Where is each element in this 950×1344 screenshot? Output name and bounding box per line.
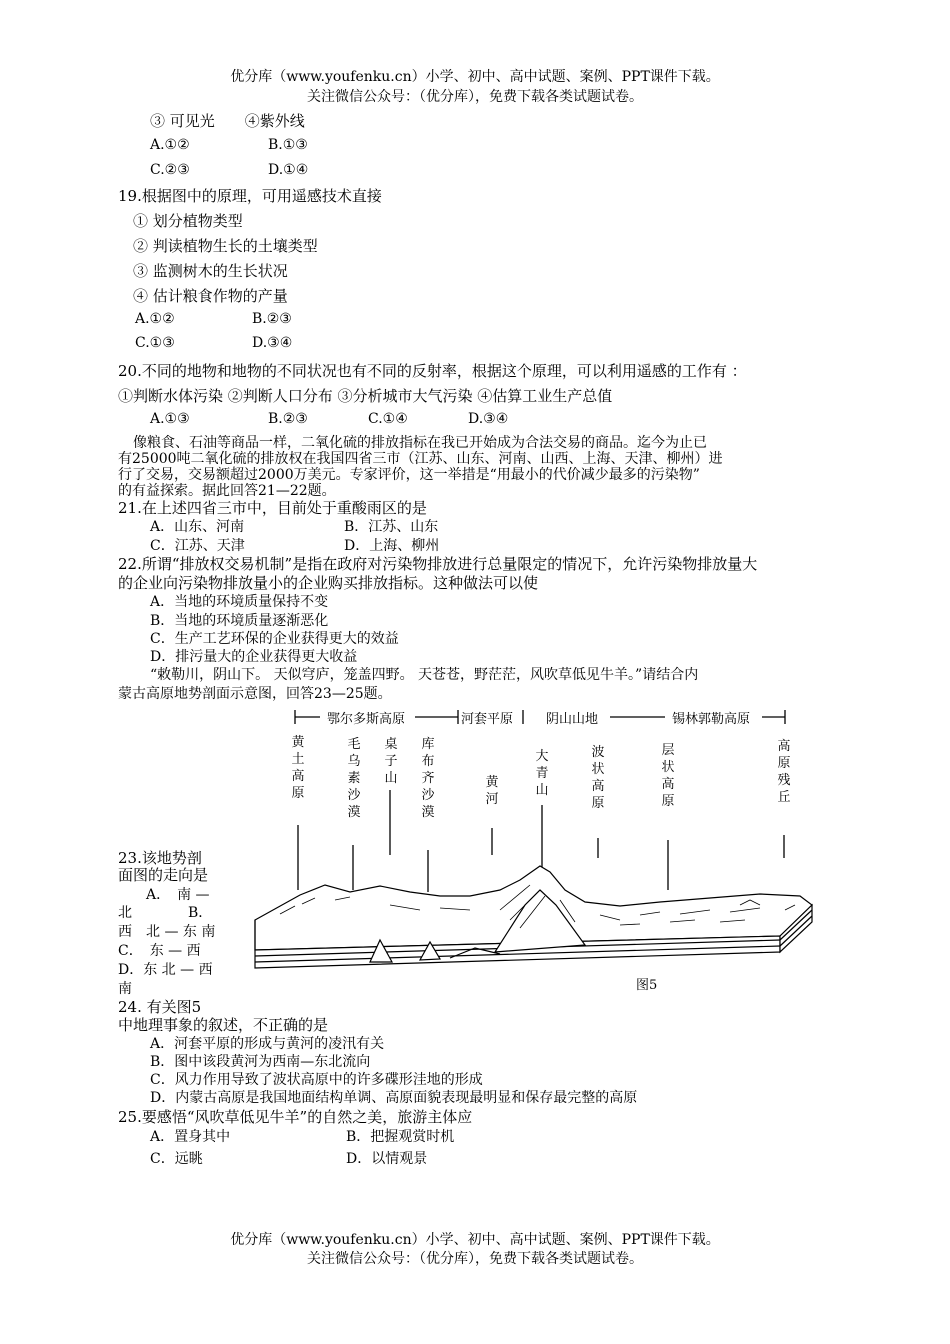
label-plateau-residual-hills: 高原残丘 bbox=[777, 739, 791, 805]
q19-item-3: ③ 监测树木的生长状况 bbox=[133, 262, 288, 280]
q23-option-a: A． 南 — bbox=[118, 887, 210, 903]
q22-option-d: D．排污量大的企业获得更大收益 bbox=[150, 649, 358, 665]
label-undulating-plateau: 波状高原 bbox=[591, 745, 605, 811]
q25-option-d: D．以情观景 bbox=[346, 1151, 428, 1167]
region-xilingol-plateau: 锡林郭勒高原 bbox=[672, 712, 751, 727]
q23-option-d: D．东 北 — 西 bbox=[118, 962, 213, 978]
q25-option-c: C．远眺 bbox=[150, 1151, 203, 1167]
q19-item-1: ① 划分植物类型 bbox=[133, 212, 243, 230]
q18-option-c: C.②③ bbox=[150, 162, 190, 178]
q19-option-c: C.①③ bbox=[135, 335, 175, 351]
footer-line-2: 关注微信公众号：（优分库），免费下载各类试题试卷。 bbox=[307, 1251, 643, 1267]
q21-option-c: C．江苏、天津 bbox=[150, 538, 245, 554]
q19-option-a: A.①② bbox=[135, 311, 175, 327]
label-kubuqi-desert: 库布齐沙漠 bbox=[421, 737, 435, 820]
q23-option-b: 北 B． bbox=[118, 905, 213, 921]
label-mu-us-desert: 毛乌素沙漠 bbox=[347, 737, 361, 820]
region-yinshan-mountains: 阴山山地 bbox=[546, 712, 599, 727]
q21-option-a: A．山东、河南 bbox=[150, 519, 245, 535]
q18-items: ③ 可见光 ④紫外线 bbox=[150, 112, 305, 130]
label-loess-plateau: 黄土高原 bbox=[291, 735, 305, 801]
q20-option-c: C.①④ bbox=[368, 411, 408, 427]
q22-option-b: B．当地的环境质量逐渐恶化 bbox=[150, 613, 329, 629]
region-ordos-plateau: 鄂尔多斯高原 bbox=[327, 712, 406, 727]
q22-option-c: C．生产工艺环保的企业获得更大的效益 bbox=[150, 631, 399, 647]
q25-option-b: B．把握观赏时机 bbox=[346, 1129, 455, 1145]
q24-stem-2: 中地理事象的叙述，不正确的是 bbox=[118, 1016, 329, 1034]
q20-items: ①判断水体污染 ②判断人口分布 ③分析城市大气污染 ④估算工业生产总值 bbox=[118, 387, 613, 405]
label-yellow-river: 黄河 bbox=[485, 775, 499, 807]
passage1-line-4: 的有益探索。据此回答21—22题。 bbox=[118, 483, 336, 499]
q19-item-2: ② 判读植物生长的土壤类型 bbox=[133, 237, 318, 255]
q18-option-d: D.①④ bbox=[268, 162, 309, 178]
header-line-2: 关注微信公众号：（优分库），免费下载各类试题试卷。 bbox=[307, 89, 643, 105]
q24-option-d: D．内蒙古高原是我国地面结构单调、高原面貌表现最明显和保存最完整的高原 bbox=[150, 1090, 638, 1106]
q18-option-a: A.①② bbox=[150, 137, 190, 153]
q25-option-a: A．置身其中 bbox=[150, 1129, 231, 1145]
q19-option-b: B.②③ bbox=[252, 311, 292, 327]
q21-option-d: D．上海、柳州 bbox=[344, 538, 440, 554]
q19-item-4: ④ 估计粮食作物的产量 bbox=[133, 287, 288, 305]
q25-stem: 25.要感悟“风吹草低见牛羊”的自然之美，旅游主体应 bbox=[118, 1108, 473, 1126]
q21-option-b: B．江苏、山东 bbox=[344, 519, 439, 535]
q23-stem-2: 面图的走向是 bbox=[118, 866, 209, 884]
terrain-profile-figure bbox=[240, 700, 840, 1000]
label-daqing-mountain: 大青山 bbox=[535, 749, 549, 798]
q20-option-a: A.①③ bbox=[150, 411, 190, 427]
q24-option-a: A．河套平原的形成与黄河的凌汛有关 bbox=[150, 1036, 385, 1052]
q23-stem-1: 23.该地势剖 bbox=[118, 849, 202, 867]
q24-option-b: B．图中该段黄河为西南—东北流向 bbox=[150, 1054, 371, 1070]
q23-option-b-cont: 西 北 — 东 南 bbox=[118, 924, 216, 940]
figure-caption: 图5 bbox=[636, 978, 658, 993]
passage1-line-3: 行了交易，交易额超过2000万美元。专家评价，这一举措是“用最小的代价减少最多的污染物” bbox=[118, 467, 700, 483]
label-zhuozi-mountain: 桌子山 bbox=[384, 737, 398, 786]
q20-stem: 20.不同的地物和地物的不同状况也有不同的反射率，根据这个原理，可以利用遥感的工作有 ： bbox=[118, 362, 747, 380]
q20-option-d: D.③④ bbox=[468, 411, 509, 427]
passage2-line-1: “敕勒川，阴山下。 天似穹庐，笼盖四野。 天苍苍，野茫茫，风吹草低见牛羊。”请结合内 bbox=[150, 667, 699, 683]
footer-line-1: 优分库（www.youfenku.cn）小学、初中、高中试题、案例、PPT课件下载。 bbox=[230, 1232, 720, 1248]
passage1-line-2: 有25000吨二氧化硫的排放权在我国四省三市（江苏、山东、河南、山西、上海、天津、柳州）进 bbox=[118, 451, 723, 467]
q19-option-d: D.③④ bbox=[252, 335, 293, 351]
q22-option-a: A．当地的环境质量保持不变 bbox=[150, 594, 329, 610]
q23-option-c: C． 东 — 西 bbox=[118, 943, 201, 959]
q21-stem: 21.在上述四省三市中，目前处于重酸雨区的是 bbox=[118, 499, 427, 517]
q22-stem-1: 22.所谓“排放权交易机制”是指在政府对污染物排放进行总量限定的情况下，允许污染物排放量大 bbox=[118, 555, 758, 573]
q22-stem-2: 的企业向污染物排放量小的企业购买排放指标。这种做法可以使 bbox=[118, 574, 539, 592]
region-hetao-plain: 河套平原 bbox=[461, 712, 514, 727]
q20-option-b: B.②③ bbox=[268, 411, 308, 427]
label-layered-plateau: 层状高原 bbox=[661, 743, 675, 809]
q19-stem: 19.根据图中的原理，可用遥感技术直接 bbox=[118, 187, 382, 205]
terrain-profile-drawing bbox=[240, 700, 840, 1000]
q24-stem-1: 24. 有关图5 bbox=[118, 998, 202, 1016]
passage1-line-1: 像粮食、石油等商品一样，二氧化硫的排放指标在我已开始成为合法交易的商品。迄今为止已 bbox=[133, 435, 707, 451]
passage2-line-2: 蒙古高原地势剖面示意图，回答23—25题。 bbox=[118, 686, 392, 702]
q23-option-d-cont: 南 bbox=[118, 981, 132, 997]
q24-option-c: C．风力作用导致了波状高原中的许多碟形洼地的形成 bbox=[150, 1072, 483, 1088]
header-line-1: 优分库（www.youfenku.cn）小学、初中、高中试题、案例、PPT课件下载。 bbox=[230, 69, 720, 85]
q18-option-b: B.①③ bbox=[268, 137, 308, 153]
